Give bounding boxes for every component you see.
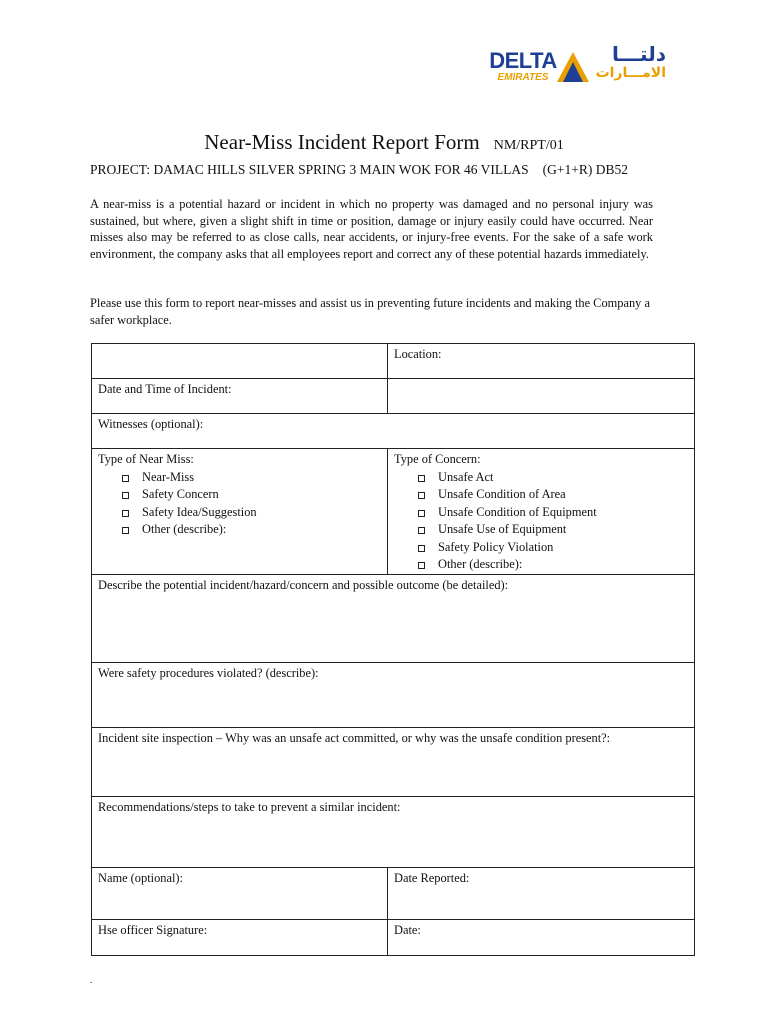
logo-arabic-name: دلتـــا [612,42,666,66]
logo-english [488,50,558,83]
near-miss-options [98,469,381,539]
violated-label: Were safety procedures violated? (describe): [98,665,319,680]
company-logo [488,44,666,90]
checkbox-option[interactable]: Other (describe): [122,521,381,539]
logo-arabic-subname: الامـــارات [595,65,666,81]
date-time-label: Date and Time of Incident: [98,382,232,396]
incident-form-table [91,343,695,956]
page-title [0,130,768,155]
field-date-reported[interactable] [388,867,695,919]
checkbox-option[interactable]: Unsafe Act [418,469,688,487]
type-near-miss-label: Type of Near Miss: [98,452,194,466]
date-label: Date: [394,922,421,937]
field-date-time[interactable] [92,379,388,414]
recommendations-label: Recommendations/steps to take to prevent a similar incident: [98,799,401,814]
checkbox-option[interactable]: Safety Policy Violation [418,539,688,557]
checkbox-option[interactable]: Unsafe Condition of Area [418,486,688,504]
field-type-near-miss [92,449,388,575]
checkbox-option[interactable]: Safety Concern [122,486,381,504]
project-line [90,162,628,178]
date-reported-label: Date Reported: [394,870,470,885]
field-inspection[interactable] [92,727,695,796]
inspection-label: Incident site inspection – Why was an unsafe act committed, or why was the unsafe condition present?: [98,730,611,745]
field-location[interactable] [388,344,695,379]
describe-label: Describe the potential incident/hazard/concern and possible outcome (be detailed): [98,577,509,592]
footer-mark: . [90,975,93,985]
checkbox-option[interactable]: Near-Miss [122,469,381,487]
checkbox-option[interactable]: Unsafe Condition of Equipment [418,504,688,522]
logo-name: DELTA [489,48,557,73]
checkbox-option[interactable]: Other (describe): [418,556,688,574]
field-describe[interactable] [92,574,695,662]
checkbox-option[interactable]: Safety Idea/Suggestion [122,504,381,522]
logo-subname: EMIRATES [497,72,549,83]
checkbox-option[interactable]: Unsafe Use of Equipment [418,521,688,539]
location-label: Location: [394,347,442,361]
form-code: NM/RPT/01 [493,138,564,153]
project-name: PROJECT: DAMAC HILLS SILVER SPRING 3 MAIN WOK FOR 46 VILLAS [90,162,529,177]
title-text: Near-Miss Incident Report Form [204,130,480,154]
name-label: Name (optional): [98,870,183,885]
witnesses-label: Witnesses (optional): [98,417,204,431]
instruction-paragraph: Please use this form to report near-misses and assist us in preventing future incidents and making the Company a safer workplace. [90,296,650,327]
field-name[interactable] [92,867,388,919]
field-date-time-value[interactable] [388,379,695,414]
field-violated[interactable] [92,662,695,727]
delta-triangle-icon [556,50,590,84]
logo-arabic [592,44,666,80]
field-recommendations[interactable] [92,796,695,867]
concern-options [394,469,688,574]
signature-label: Hse officer Signature: [98,922,208,937]
field-signature[interactable] [92,919,388,955]
field-date[interactable] [388,919,695,955]
field-witnesses[interactable] [92,414,695,449]
intro-paragraph: A near-miss is a potential hazard or incident in which no property was damaged and no personal injury was sustained, but where, given a slight shift in time or position, damage or injury easily could have occurred. Near misses also may be referred to as close calls, near accidents, or injury-free events. For the sake of a safe work environment, the company asks that all employees report and correct any of these potential hazards immediately. [90,197,653,261]
project-extra: (G+1+R) DB52 [542,162,628,177]
field-type-concern [388,449,695,575]
type-concern-label: Type of Concern: [394,452,481,466]
field-unlabeled[interactable] [92,344,388,379]
